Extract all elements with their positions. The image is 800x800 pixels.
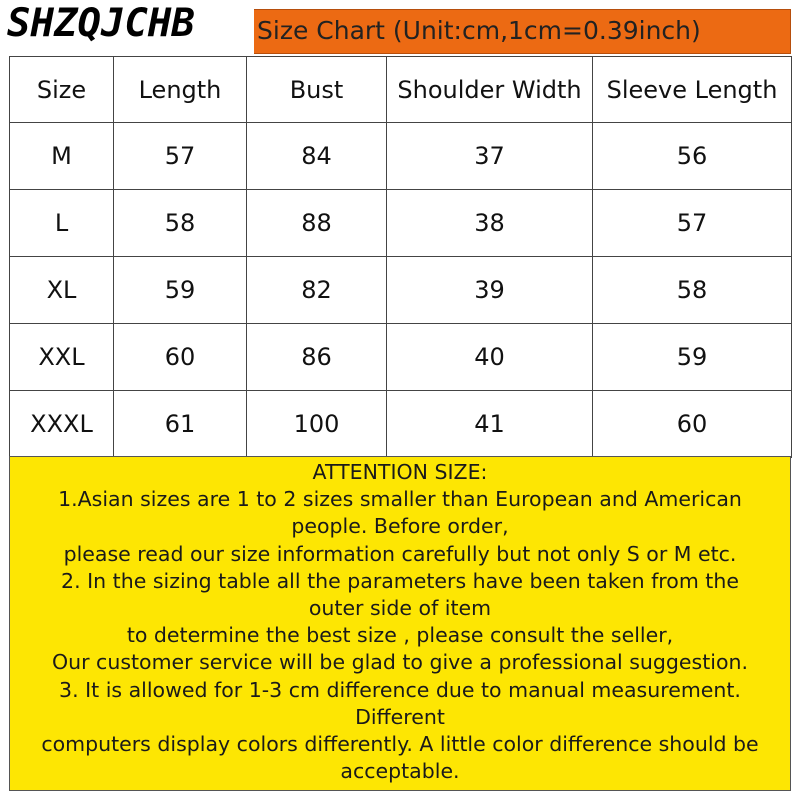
table-row [10,257,792,324]
table-row [10,391,792,458]
notice-heading: ATTENTION SIZE: [312,460,488,484]
table-cell-length: 57 [114,123,247,190]
notice-line: people. Before order, [291,514,509,539]
table-cell-shoulder-width: 38 [387,190,593,257]
table-cell-shoulder-width: 39 [387,257,593,324]
table-cell-shoulder-width: 41 [387,391,593,458]
table-row [10,123,792,190]
column-header-size: Size [10,57,114,123]
table-cell-shoulder-width: 40 [387,324,593,391]
notice-line: Different [355,704,445,729]
table-row [10,324,792,391]
column-header-bust: Bust [247,57,387,123]
table-cell-sleeve-length: 59 [593,324,792,391]
table-cell-size: XXL [10,324,114,391]
table-row [10,190,792,257]
brand-logo: SHZQJCHB [7,1,195,46]
table-cell-bust: 100 [247,391,387,458]
brand-watermark-box [0,0,254,58]
table-cell-sleeve-length: 56 [593,123,792,190]
notice-line: acceptable. [340,759,460,784]
table-cell-length: 58 [114,190,247,257]
notice-line: computers display colors differently. A little color difference should be [41,732,759,757]
table-cell-size: M [10,123,114,190]
table-cell-length: 59 [114,257,247,324]
table-cell-size: L [10,190,114,257]
attention-notice [9,456,791,791]
table-header-row [10,57,792,123]
column-header-length: Length [114,57,247,123]
table-cell-size: XXXL [10,391,114,458]
column-header-sleeve-length: Sleeve Length [593,57,792,123]
notice-line: Our customer service will be glad to give a professional suggestion. [51,650,749,675]
table-cell-shoulder-width: 37 [387,123,593,190]
column-header-shoulder-width: Shoulder Width [387,57,593,123]
table-cell-bust: 84 [247,123,387,190]
notice-line: outer side of item [308,596,492,621]
table-cell-bust: 88 [247,190,387,257]
table-cell-size: XL [10,257,114,324]
table-cell-sleeve-length: 60 [593,391,792,458]
table-cell-length: 61 [114,391,247,458]
table-cell-length: 60 [114,324,247,391]
notice-line: 3. It is allowed for 1-3 cm difference due to manual measurement. [59,677,741,702]
notice-line: please read our size information carefully but not only S or M etc. [63,541,737,566]
notice-line: 2. In the sizing table all the parameters have been taken from the [61,568,739,593]
size-chart-title: Size Chart (Unit:cm,1cm=0.39inch) [257,16,701,45]
table-cell-bust: 82 [247,257,387,324]
table-cell-bust: 86 [247,324,387,391]
notice-line: 1.Asian sizes are 1 to 2 sizes smaller than European and American [58,487,742,512]
size-table [9,56,792,458]
notice-line: to determine the best size , please consult the seller, [126,623,674,648]
table-cell-sleeve-length: 57 [593,190,792,257]
table-cell-sleeve-length: 58 [593,257,792,324]
